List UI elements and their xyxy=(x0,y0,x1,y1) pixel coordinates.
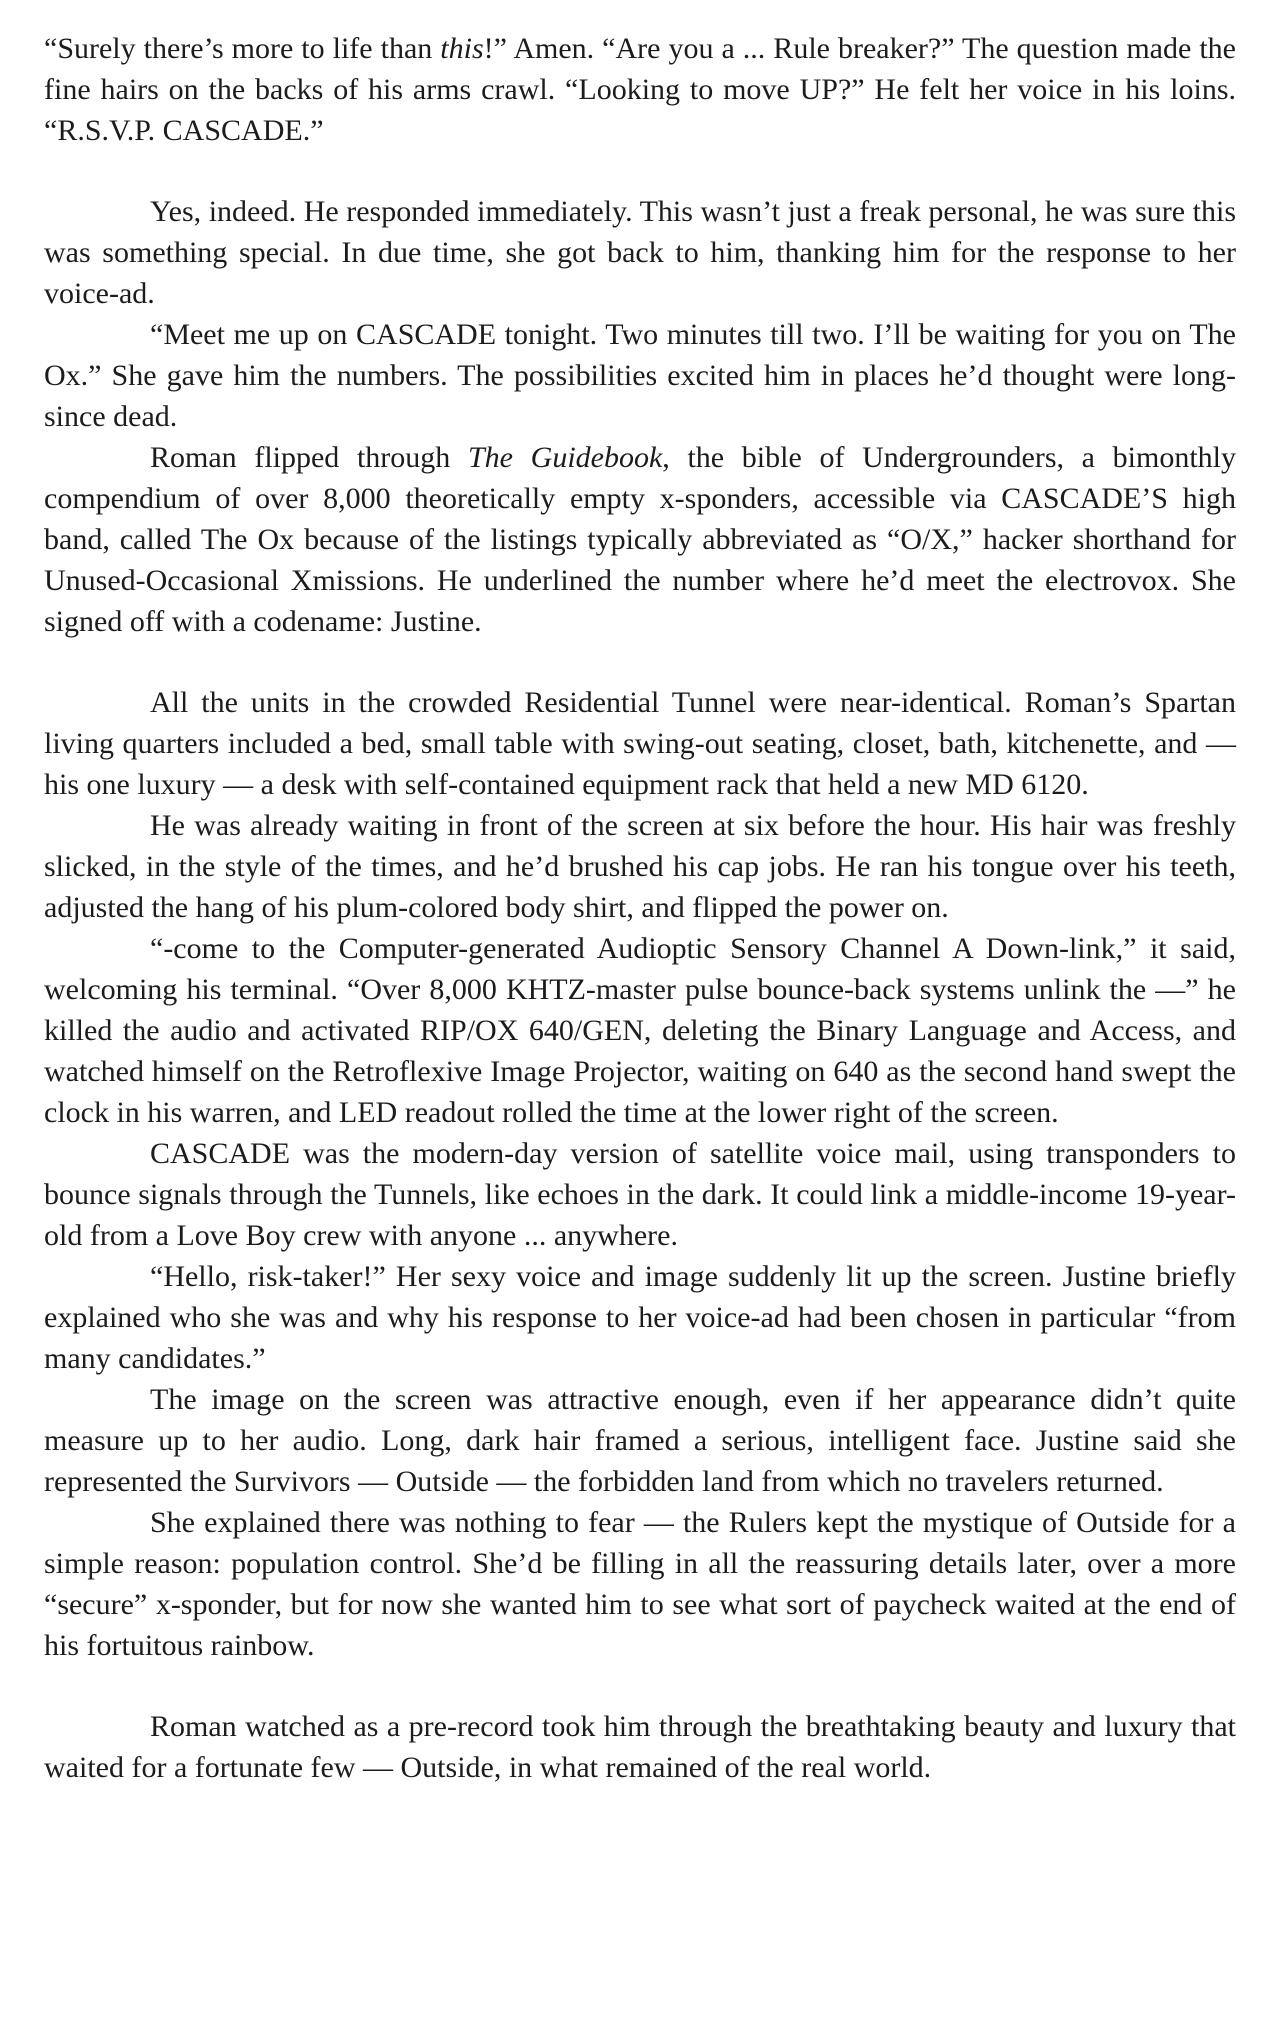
text-run: “Meet me up on CASCADE tonight. Two minutes till two. I’ll be waiting for you on The Ox.” She gave him the numbers. The possibilities excited him in places he’d thought were long-since dead. xyxy=(44,318,1236,433)
paragraph xyxy=(44,1256,1236,1379)
paragraph xyxy=(44,1379,1236,1502)
paragraph xyxy=(44,437,1236,642)
text-run: CASCADE was the modern-day version of satellite voice mail, using transponders to bounce signals through the Tunnels, like echoes in the dark. It could link a middle-income 19-year-old from a Love Boy crew with anyone ... anywhere. xyxy=(44,1137,1236,1252)
paragraph xyxy=(44,1133,1236,1256)
paragraph xyxy=(44,682,1236,805)
paragraph xyxy=(44,805,1236,928)
text-run: The image on the screen was attractive enough, even if her appearance didn’t quite measure up to her audio. Long, dark hair framed a serious, intelligent face. Justine said she represented the Survivors — Outside — the forbidden land from which no travelers returned. xyxy=(44,1383,1236,1498)
book-page xyxy=(44,28,1236,1788)
paragraph xyxy=(44,928,1236,1133)
text-run: “Hello, risk-taker!” Her sexy voice and image suddenly lit up the screen. Justine briefly explained who she was and why his response to her voice-ad had been chosen in particular “from many candidates.” xyxy=(44,1260,1236,1375)
italic-text-run: this xyxy=(440,32,484,65)
text-run: “-come to the Computer-generated Audioptic Sensory Channel A Down-link,” it said, welcoming his terminal. “Over 8,000 KHTZ-master pulse bounce-back systems unlink the —” he killed the audio and activated RIP/OX 640/GEN, deleting the Binary Language and Access, and watched himself on the Retroflexive Image Projector, waiting on 640 as the second hand swept the clock in his warren, and LED readout rolled the time at the lower right of the screen. xyxy=(44,932,1236,1129)
paragraph xyxy=(44,1502,1236,1666)
text-run: “Surely there’s more to life than xyxy=(44,32,441,65)
text-run: All the units in the crowded Residential Tunnel were near-identical. Roman’s Spartan living quarters included a bed, small table with swing-out seating, closet, bath, kitchenette, and — his one luxury — a desk with self-contained equipment rack that held a new MD 6120. xyxy=(44,686,1236,801)
paragraph xyxy=(44,28,1236,151)
italic-text-run: The Guidebook xyxy=(467,441,663,474)
text-run: Roman watched as a pre-record took him through the breathtaking beauty and luxury that waited for a fortunate few — Outside, in what remained of the real world. xyxy=(44,1710,1236,1784)
text-run: She explained there was nothing to fear — the Rulers kept the mystique of Outside for a simple reason: population control. She’d be filling in all the reassuring details later, over a more “secure” x-sponder, but for now she wanted him to see what sort of paycheck waited at the end of his fortuitous rainbow. xyxy=(44,1506,1236,1662)
text-run: Yes, indeed. He responded immediately. This wasn’t just a freak personal, he was sure this was something special. In due time, she got back to him, thanking him for the response to her voice-ad. xyxy=(44,195,1236,310)
text-run: , the bible of Undergrounders, a bimonthly compendium of over 8,000 theoretically empty x-sponders, accessible via CASCADE’S high band, called The Ox because of the listings typically abbreviated as “O/X,” hacker shorthand for Unused-Occasional Xmissions. He underlined the number where he’d meet the electrovox. She signed off with a codename: Justine. xyxy=(44,441,1236,638)
paragraph xyxy=(44,1706,1236,1788)
text-run: Roman flipped through xyxy=(150,441,468,474)
text-run: He was already waiting in front of the screen at six before the hour. His hair was freshly slicked, in the style of the times, and he’d brushed his cap jobs. He ran his tongue over his teeth, adjusted the hang of his plum-colored body shirt, and flipped the power on. xyxy=(44,809,1236,924)
paragraph xyxy=(44,191,1236,314)
text-run: !” Amen. “Are you a ... Rule breaker?” The question made the fine hairs on the backs of his arms crawl. “Looking to move UP?” He felt her voice in his loins. “R.S.V.P. CASCADE.” xyxy=(44,32,1236,147)
paragraph xyxy=(44,314,1236,437)
